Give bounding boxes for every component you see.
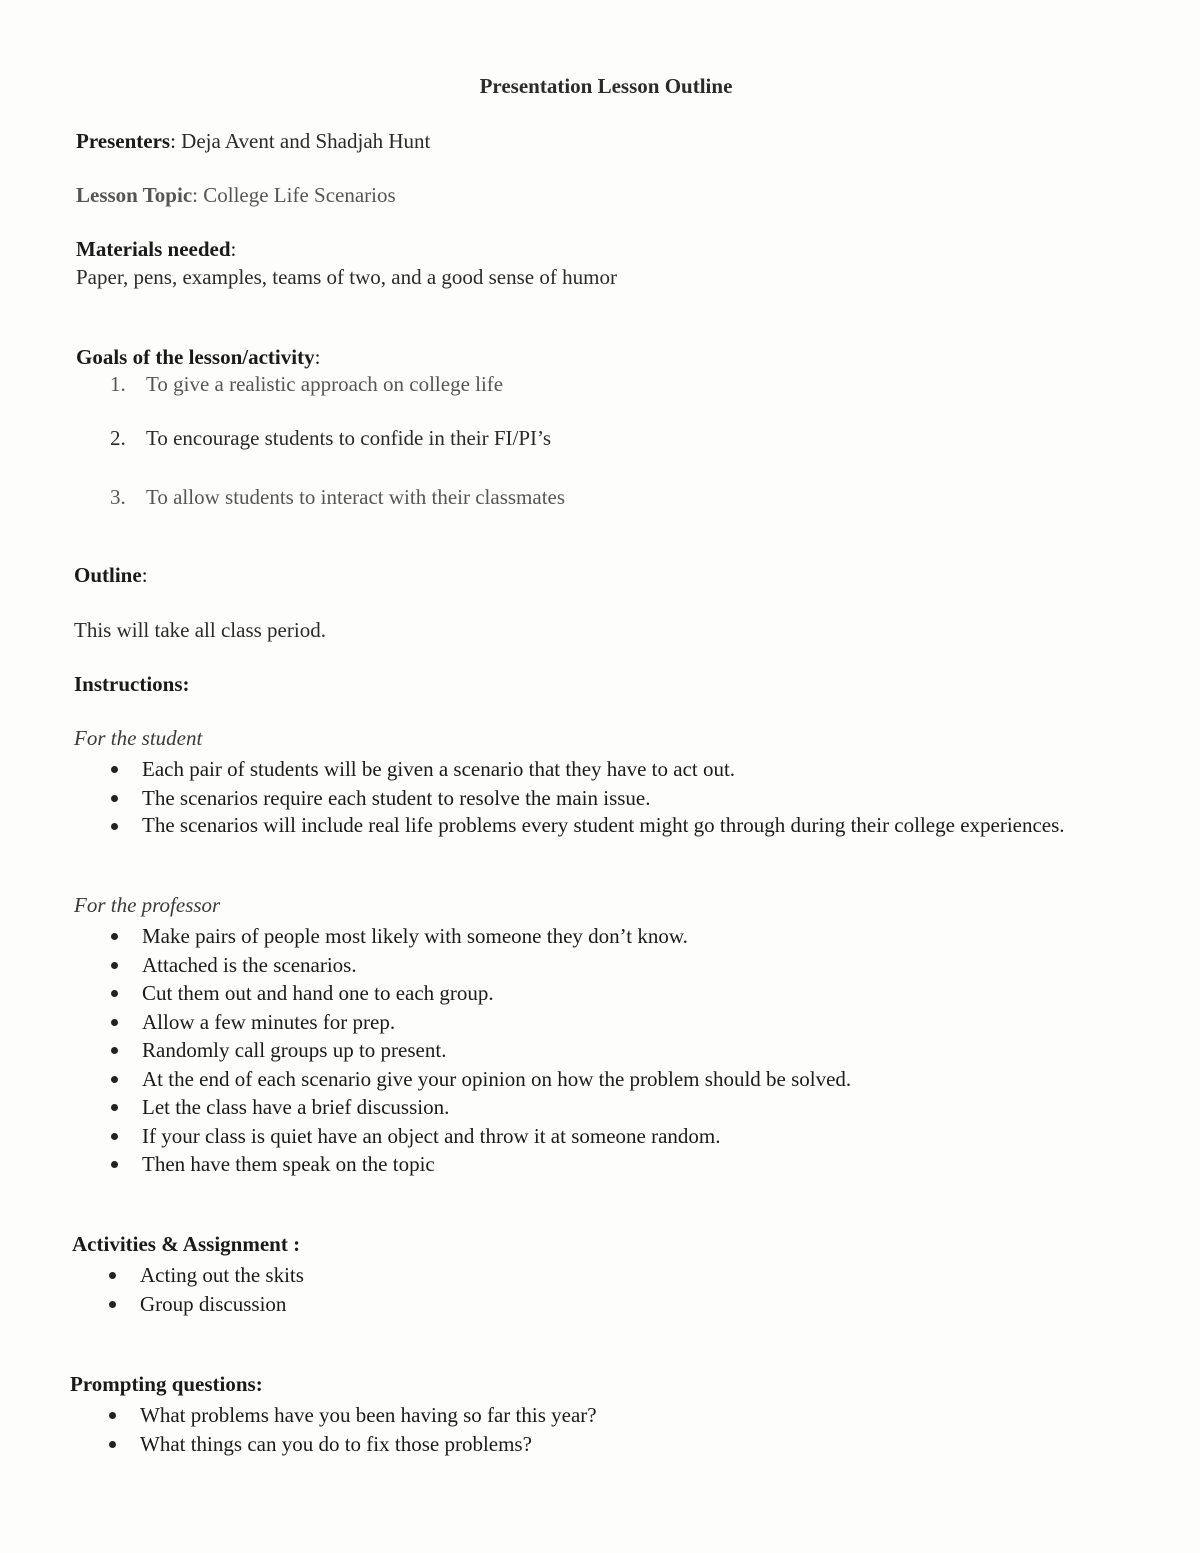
- presenters-line: Presenters: Deja Avent and Shadjah Hunt: [76, 129, 431, 153]
- outline-text: This will take all class period.: [74, 618, 326, 642]
- activities-heading: Activities & Assignment :: [72, 1232, 301, 1256]
- list-item: Then have them speak on the topic: [108, 1150, 1068, 1179]
- presenters-value: Deja Avent and Shadjah Hunt: [181, 129, 431, 153]
- list-item: The scenarios require each student to resolve the main issue.: [108, 784, 1068, 813]
- list-item: What things can you do to fix those problems?: [106, 1430, 1066, 1459]
- outline-label: Outline: [74, 563, 142, 587]
- materials-value: Paper, pens, examples, teams of two, and a good sense of humor: [76, 265, 617, 289]
- list-item: Acting out the skits: [106, 1261, 1066, 1290]
- list-item: Allow a few minutes for prep.: [108, 1008, 1068, 1037]
- goal-item: 1. To give a realistic approach on college life: [110, 372, 504, 396]
- lesson-topic-label: Lesson Topic: [76, 183, 193, 207]
- professor-subheading: For the professor: [74, 893, 221, 917]
- student-instructions-list: [108, 755, 1068, 839]
- goal-item: 3. To allow students to interact with their classmates: [110, 485, 566, 509]
- document-title: Presentation Lesson Outline: [479, 74, 733, 98]
- list-item: Each pair of students will be given a scenario that they have to act out.: [108, 755, 1068, 784]
- materials-heading: Materials needed:: [76, 237, 237, 261]
- prompting-list: [106, 1401, 1066, 1458]
- professor-instructions-list: [108, 922, 1068, 1179]
- presenters-label: Presenters: [76, 129, 171, 153]
- list-item: The scenarios will include real life problems every student might go through during their college experiences.: [108, 812, 1068, 839]
- activities-list: [106, 1261, 1066, 1318]
- student-subheading: For the student: [74, 726, 203, 750]
- prompting-heading: Prompting questions:: [70, 1372, 263, 1396]
- list-item: Let the class have a brief discussion.: [108, 1093, 1068, 1122]
- lesson-topic-value: College Life Scenarios: [203, 183, 396, 207]
- list-item: Randomly call groups up to present.: [108, 1036, 1068, 1065]
- outline-heading: Outline:: [74, 563, 148, 587]
- goal-item: 2. To encourage students to confide in their FI/PI’s: [110, 426, 552, 450]
- goals-label: Goals of the lesson/activity: [76, 345, 315, 369]
- list-item: What problems have you been having so far this year?: [106, 1401, 1066, 1430]
- list-item: Make pairs of people most likely with someone they don’t know.: [108, 922, 1068, 951]
- materials-label: Materials needed: [76, 237, 231, 261]
- list-item: If your class is quiet have an object and throw it at someone random.: [108, 1122, 1068, 1151]
- goals-heading: Goals of the lesson/activity:: [76, 345, 321, 369]
- list-item: Group discussion: [106, 1290, 1066, 1319]
- list-item: At the end of each scenario give your opinion on how the problem should be solved.: [108, 1065, 1068, 1094]
- list-item: Attached is the scenarios.: [108, 951, 1068, 980]
- instructions-heading: Instructions:: [74, 672, 190, 696]
- lesson-topic-line: Lesson Topic: College Life Scenarios: [76, 183, 396, 207]
- list-item: Cut them out and hand one to each group.: [108, 979, 1068, 1008]
